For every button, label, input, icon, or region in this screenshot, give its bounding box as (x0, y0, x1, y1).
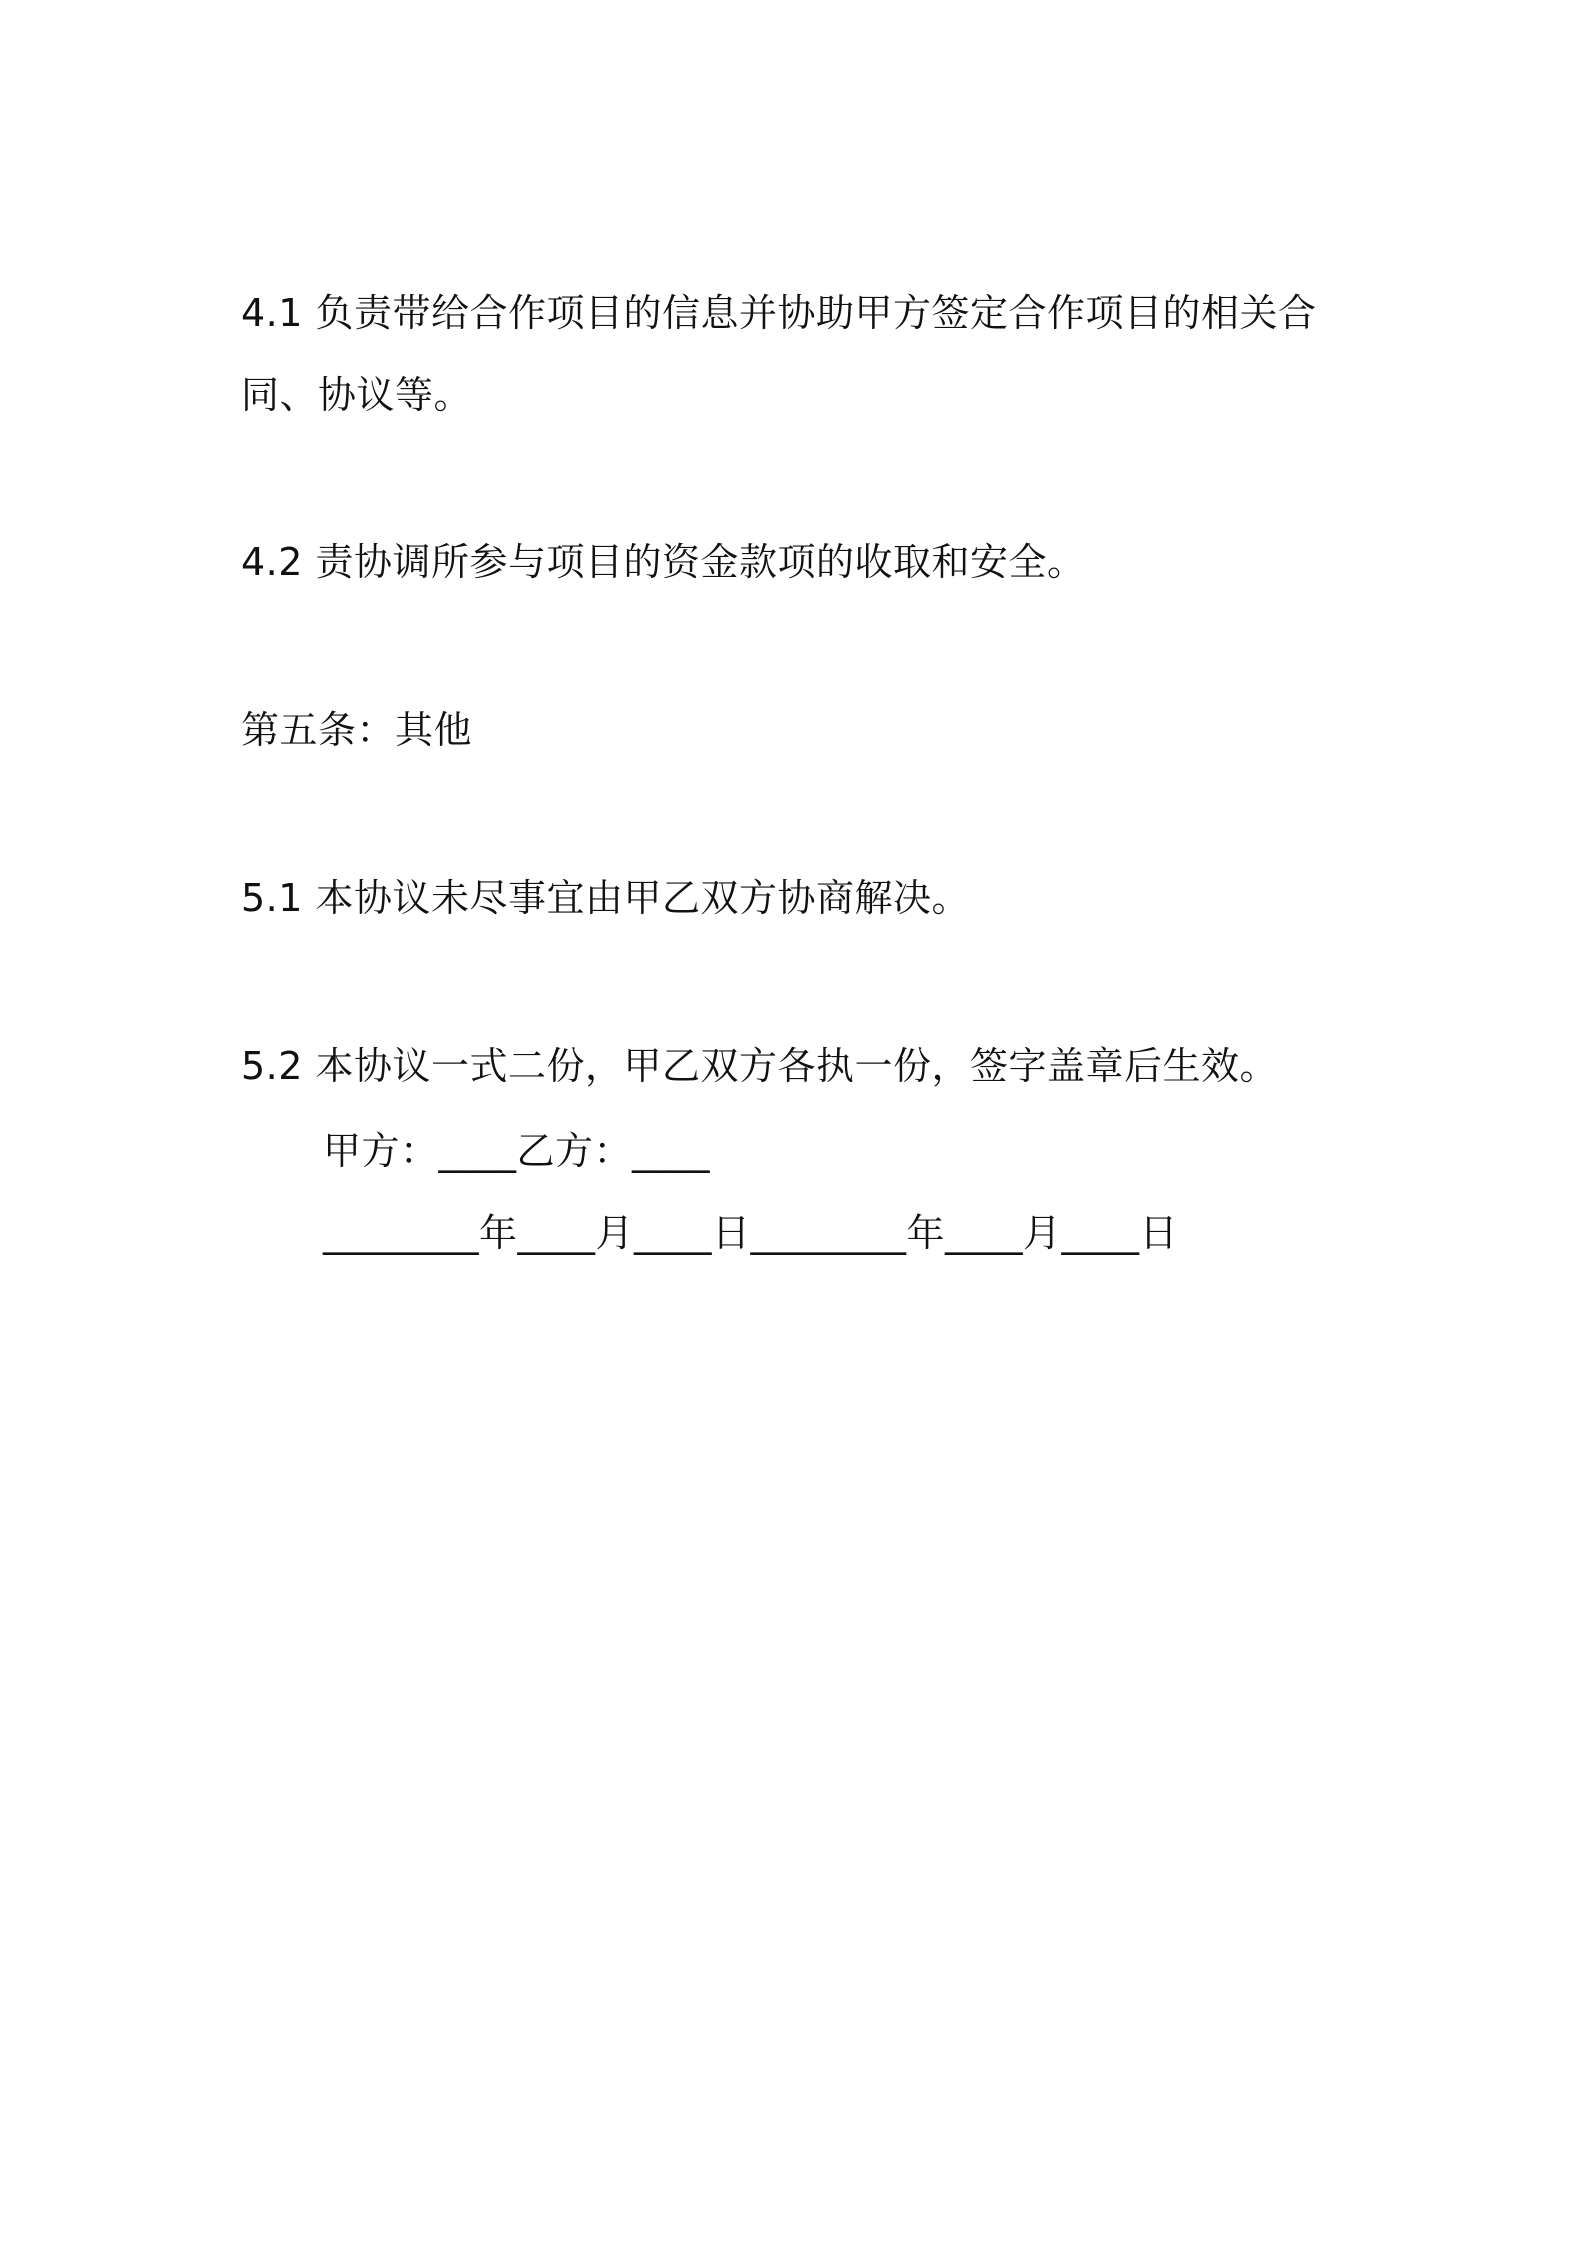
clause-4-1-line-2: 同、协议等。 (241, 373, 473, 417)
clause-4-2: 4.2 责协调所参与项目的资金款项的收取和安全。 (241, 540, 1086, 584)
article-5-heading: 第五条：其他 (241, 708, 473, 752)
clause-5-2: 5.2 本协议一式二份，甲乙双方各执一份，签字盖章后生效。 (241, 1044, 1279, 1088)
date-line: ________年____月____日________年____月____日 (323, 1211, 1179, 1255)
signature-line: 甲方：____乙方：____ (323, 1129, 711, 1173)
clause-5-1: 5.1 本协议未尽事宜由甲乙双方协商解决。 (241, 876, 971, 920)
clause-4-1-line-1: 4.1 负责带给合作项目的信息并协助甲方签定合作项目的相关合 (241, 291, 1317, 335)
